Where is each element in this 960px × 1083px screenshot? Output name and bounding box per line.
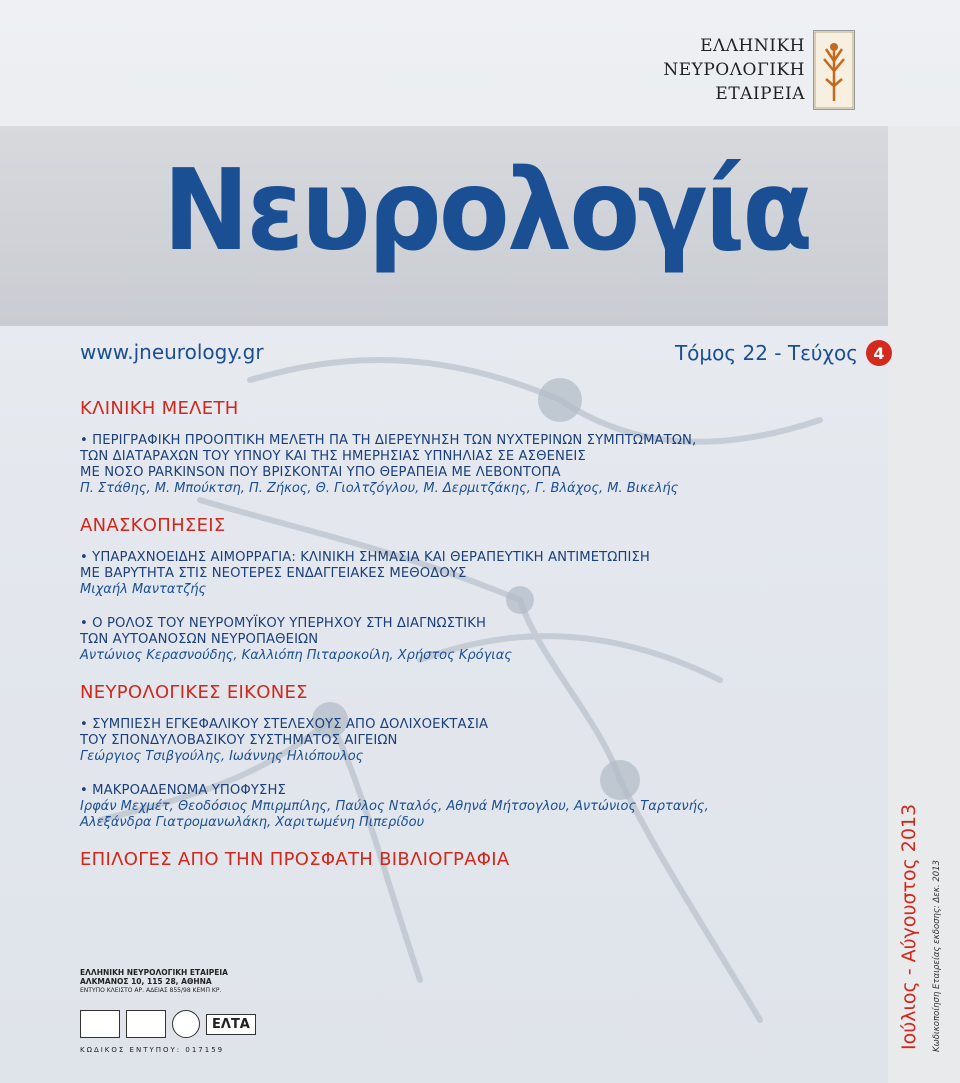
volume-issue xyxy=(675,340,892,366)
vertical-fine-print: Κωδικοποίηση Εταιρείας εκδοσης: Δεκ. 2013 xyxy=(932,860,942,1052)
article-title-line: ΤΩΝ ΑΥΤΟΑΝΟΣΩΝ ΝΕΥΡΟΠΑΘΕΙΩΝ xyxy=(80,632,319,647)
permit-stamp-icon xyxy=(126,1010,166,1038)
article-title-line: ΤΩΝ ΔΙΑΤΑΡΑΧΩΝ ΤΟΥ ΥΠΝΟΥ ΚΑΙ ΤΗΣ ΗΜΕΡΗΣΙΑΣ ΥΠΝΗΛΙΑΣ ΣΕ ΑΣΘΕΝΕΙΣ xyxy=(80,449,586,464)
article xyxy=(80,616,870,664)
article-authors: Γεώργιος Τσιβγούλης, Ιωάννης Ηλιόπουλος xyxy=(80,749,364,764)
section-title: ΕΠΙΛΟΓΕΣ ΑΠΟ ΤΗΝ ΠΡΟΣΦΑΤΗ ΒΙΒΛΙΟΓΡΑΦΙΑ xyxy=(80,849,510,870)
article-title xyxy=(80,433,870,481)
article-title-line: ΤΟΥ ΣΠΟΝΔΥΛΟΒΑΣΙΚΟΥ ΣΥΣΤΗΜΑΤΟΣ ΑΙΓΕΙΩΝ xyxy=(80,733,398,748)
article xyxy=(80,783,870,831)
society-logo-icon xyxy=(813,30,855,110)
article-title xyxy=(80,717,870,749)
article-authors: Μιχαήλ Μαντατζής xyxy=(80,582,207,597)
vertical-issue-date: Ιούλιος - Αύγουστος 2013 xyxy=(898,803,920,1050)
imprint-permit: ΕΝΤΥΠΟ ΚΛΕΙΣΤΟ ΑΡ. ΑΔΕΙΑΣ 855/98 ΚΕΜΠ ΚΡ. xyxy=(80,987,222,994)
society-line-3: ΕΤΑΙΡΕΙΑ xyxy=(715,84,805,104)
volume-text: Τόμος 22 - Τεύχος xyxy=(674,341,858,365)
elta-logo: ΕΛΤΑ xyxy=(206,1014,256,1035)
society-line-1: ΕΛΛΗΝΙΚΗ xyxy=(700,36,805,56)
print-code: ΚΩΔΙΚΟΣ ΕΝΤΥΠΟΥ: 017159 xyxy=(80,1046,225,1054)
issue-number-badge: 4 xyxy=(866,340,892,366)
article-authors-continued: Αλεξάνδρα Γιατρομανωλάκη, Χαριτωμένη Πιπερίδου xyxy=(80,815,425,830)
article-title-line: ΜΕ ΝΟΣΟ PARKINSON ΠΟΥ ΒΡΙΣΚΟΝΤΑΙ ΥΠΟ ΘΕΡΑΠΕΙΑ ΜΕ ΛΕΒΟΝΤΟΠΑ xyxy=(80,465,561,480)
table-of-contents xyxy=(80,398,870,886)
postal-stamp-icon xyxy=(80,1010,120,1038)
article-title xyxy=(80,616,870,648)
article-title xyxy=(80,783,870,799)
article-authors: Π. Στάθης, Μ. Μπούκτση, Π. Ζήκος, Θ. Γιολτζόγλου, Μ. Δερμιτζάκης, Γ. Βλάχος, Μ. Βικελής xyxy=(80,481,679,496)
section-title: ΝΕΥΡΟΛΟΓΙΚΕΣ ΕΙΚΟΝΕΣ xyxy=(80,682,308,703)
section-bibliography xyxy=(80,849,870,870)
section-clinical-study xyxy=(80,398,870,497)
article xyxy=(80,433,870,497)
article-title-line: • Ο ΡΟΛΟΣ ΤΟΥ ΝΕΥΡΟΜΥΪΚΟΥ ΥΠΕΡΗΧΟΥ ΣΤΗ ΔΙΑΓΝΩΣΤΙΚΗ xyxy=(80,616,870,632)
article xyxy=(80,550,870,598)
imprint-address: ΑΛΚΜΑΝΟΣ 10, 115 28, ΑΘΗΝΑ xyxy=(80,977,212,986)
publisher-imprint xyxy=(80,968,228,995)
section-title: ΑΝΑΣΚΟΠΗΣΕΙΣ xyxy=(80,515,226,536)
article-title-line: • ΣΥΜΠΙΕΣΗ ΕΓΚΕΦΑΛΙΚΟΥ ΣΤΕΛΕΧΟΥΣ ΑΠΟ ΔΟΛΙΧΟΕΚΤΑΣΙΑ xyxy=(80,717,870,733)
society-header xyxy=(663,30,855,110)
article-title-line: • ΠΕΡΙΓΡΑΦΙΚΗ ΠΡΟΟΠΤΙΚΗ ΜΕΛΕΤΗ ΠΑ ΤΗ ΔΙΕΡΕΥΝΗΣΗ ΤΩΝ ΝΥΧΤΕΡΙΝΩΝ ΣΥΜΠΤΩΜΑΤΩΝ, xyxy=(80,433,870,449)
website-url[interactable]: www.jneurology.gr xyxy=(80,340,264,364)
imprint-publisher: ΕΛΛΗΝΙΚΗ ΝΕΥΡΟΛΟΓΙΚΗ ΕΤΑΙΡΕΙΑ xyxy=(80,968,228,977)
article xyxy=(80,717,870,765)
section-neurological-images xyxy=(80,682,870,831)
journal-title: Νευρολογία xyxy=(163,146,811,276)
article-authors: Ιρφάν Μεχμέτ, Θεοδόσιος Μπιρμπίλης, Παύλος Νταλός, Αθηνά Μήτσογλου, Αντώνιος Ταρτανής, xyxy=(80,799,709,814)
society-name xyxy=(663,34,805,106)
section-reviews xyxy=(80,515,870,664)
postal-seals xyxy=(80,1010,256,1038)
article-title-line: • ΥΠΑΡΑΧΝΟΕΙΔΗΣ ΑΙΜΟΡΡΑΓΙΑ: ΚΛΙΝΙΚΗ ΣΗΜΑΣΙΑ ΚΑΙ ΘΕΡΑΠΕΥΤΙΚΗ ΑΝΤΙΜΕΤΩΠΙΣΗ xyxy=(80,550,870,566)
society-line-2: ΝΕΥΡΟΛΟΓΙΚΗ xyxy=(663,60,805,80)
section-title: ΚΛΙΝΙΚΗ ΜΕΛΕΤΗ xyxy=(80,398,239,419)
article-authors: Αντώνιος Κερασνούδης, Καλλιόπη Πιταροκοίλη, Χρήστος Κρόγιας xyxy=(80,648,512,663)
round-seal-icon xyxy=(172,1010,200,1038)
article-title xyxy=(80,550,870,582)
article-title-line: • ΜΑΚΡΟΑΔΕΝΩΜΑ ΥΠΟΦΥΣΗΣ xyxy=(80,783,870,799)
article-title-line: ΜΕ ΒΑΡΥΤΗΤΑ ΣΤΙΣ ΝΕΟΤΕΡΕΣ ΕΝΔΑΓΓΕΙΑΚΕΣ ΜΕΘΟΔΟΥΣ xyxy=(80,566,467,581)
